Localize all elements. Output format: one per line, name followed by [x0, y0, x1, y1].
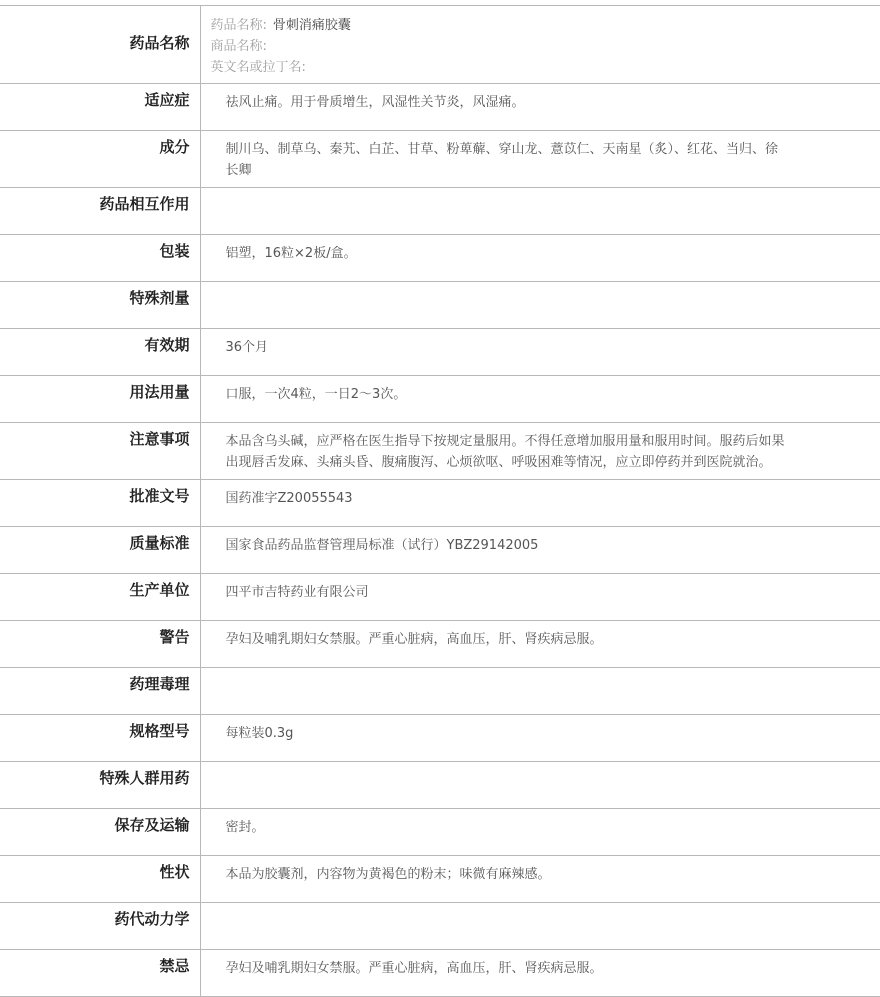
indications-label: 适应症	[0, 84, 200, 131]
warning-label: 警告	[0, 621, 200, 668]
drug-name-row	[0, 6, 880, 84]
specification-value: 每粒装0.3g	[226, 723, 791, 744]
specification-label: 规格型号	[0, 715, 200, 762]
drug-spec-table	[0, 5, 880, 997]
trade-name-line	[211, 36, 880, 57]
contraindications-value-cell	[200, 950, 880, 997]
generic-name-line	[211, 15, 880, 36]
contraindications-label: 禁忌	[0, 950, 200, 997]
approval-number-value-cell	[200, 480, 880, 527]
row-packaging	[0, 235, 880, 282]
pharmacology-toxicology-label: 药理毒理	[0, 668, 200, 715]
storage-transport-label: 保存及运输	[0, 809, 200, 856]
special-dosage-label: 特殊剂量	[0, 282, 200, 329]
warning-value-cell	[200, 621, 880, 668]
quality-standard-value-cell	[200, 527, 880, 574]
row-storage-transport	[0, 809, 880, 856]
row-special-populations	[0, 762, 880, 809]
ingredients-value: 制川乌、制草乌、秦艽、白芷、甘草、粉萆薢、穿山龙、薏苡仁、天南星（炙）、红花、当归、徐长卿	[226, 139, 791, 181]
description-value: 本品为胶囊剂，内容物为黄褐色的粉末；味微有麻辣感。	[226, 864, 791, 885]
dosage-value-cell	[200, 376, 880, 423]
packaging-label: 包装	[0, 235, 200, 282]
row-ingredients	[0, 131, 880, 188]
row-specification	[0, 715, 880, 762]
quality-standard-label: 质量标准	[0, 527, 200, 574]
pharmacology-toxicology-value-cell	[200, 668, 880, 715]
storage-transport-value: 密封。	[226, 817, 791, 838]
drug-interactions-label: 药品相互作用	[0, 188, 200, 235]
manufacturer-value: 四平市吉特药业有限公司	[226, 582, 791, 603]
storage-transport-value-cell	[200, 809, 880, 856]
pharmacokinetics-value-cell	[200, 903, 880, 950]
special-populations-label: 特殊人群用药	[0, 762, 200, 809]
indications-value-cell	[200, 84, 880, 131]
english-name-line	[211, 57, 880, 78]
indications-value: 祛风止痛。用于骨质增生，风湿性关节炎，风湿痛。	[226, 92, 791, 113]
specification-value-cell	[200, 715, 880, 762]
row-approval-number	[0, 480, 880, 527]
description-label: 性状	[0, 856, 200, 903]
special-populations-value-cell	[200, 762, 880, 809]
approval-number-label: 批准文号	[0, 480, 200, 527]
drug-name-label: 药品名称	[0, 6, 200, 84]
shelf-life-value: 36个月	[226, 337, 791, 358]
trade-name-key: 商品名称:	[211, 39, 267, 54]
approval-number-value: 国药准字Z20055543	[226, 488, 791, 509]
row-special-dosage	[0, 282, 880, 329]
manufacturer-value-cell	[200, 574, 880, 621]
row-warning	[0, 621, 880, 668]
packaging-value: 铝塑，16粒×2板/盒。	[226, 243, 791, 264]
row-pharmacology-toxicology	[0, 668, 880, 715]
row-shelf-life	[0, 329, 880, 376]
row-drug-interactions	[0, 188, 880, 235]
generic-name-value: 骨刺消痛胶囊	[273, 18, 351, 33]
row-pharmacokinetics	[0, 903, 880, 950]
row-precautions	[0, 423, 880, 480]
shelf-life-value-cell	[200, 329, 880, 376]
row-contraindications	[0, 950, 880, 997]
ingredients-value-cell	[200, 131, 880, 188]
special-dosage-value-cell	[200, 282, 880, 329]
row-indications	[0, 84, 880, 131]
row-quality-standard	[0, 527, 880, 574]
drug-spec-table-body	[0, 6, 880, 997]
dosage-value: 口服，一次4粒，一日2～3次。	[226, 384, 791, 405]
packaging-value-cell	[200, 235, 880, 282]
precautions-value: 本品含乌头碱，应严格在医生指导下按规定量服用。不得任意增加服用量和服用时间。服药后如果出现唇舌发麻、头痛头昏、腹痛腹泻、心烦欲呕、呼吸困难等情况，应立即停药并到医院就治。	[226, 431, 791, 473]
shelf-life-label: 有效期	[0, 329, 200, 376]
manufacturer-label: 生产单位	[0, 574, 200, 621]
row-description	[0, 856, 880, 903]
drug-name-details	[200, 6, 880, 84]
dosage-label: 用法用量	[0, 376, 200, 423]
precautions-label: 注意事项	[0, 423, 200, 480]
ingredients-label: 成分	[0, 131, 200, 188]
row-dosage	[0, 376, 880, 423]
pharmacokinetics-label: 药代动力学	[0, 903, 200, 950]
quality-standard-value: 国家食品药品监督管理局标准（试行）YBZ29142005	[226, 535, 791, 556]
precautions-value-cell	[200, 423, 880, 480]
english-name-key: 英文名或拉丁名:	[211, 60, 306, 75]
drug-interactions-value-cell	[200, 188, 880, 235]
description-value-cell	[200, 856, 880, 903]
generic-name-key: 药品名称:	[211, 18, 267, 33]
row-manufacturer	[0, 574, 880, 621]
contraindications-value: 孕妇及哺乳期妇女禁服。严重心脏病，高血压，肝、肾疾病忌服。	[226, 958, 791, 979]
warning-value: 孕妇及哺乳期妇女禁服。严重心脏病，高血压，肝、肾疾病忌服。	[226, 629, 791, 650]
